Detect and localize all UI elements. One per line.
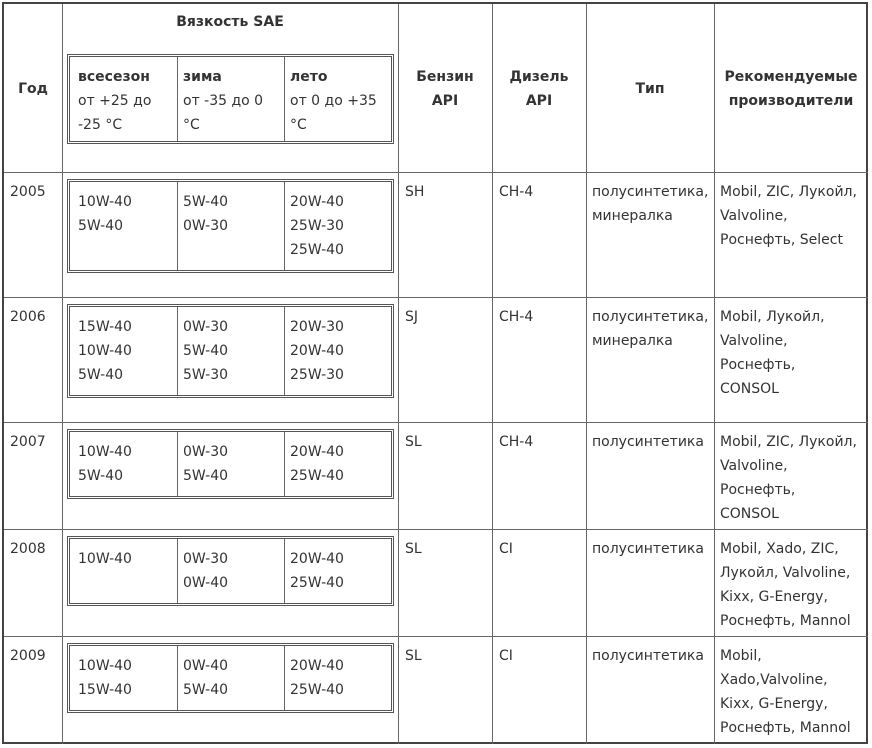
viscosity-subtable	[67, 536, 394, 606]
row-divider	[4, 422, 868, 423]
cell-winter: 5W-40	[183, 682, 229, 698]
subtable-divider	[284, 432, 285, 496]
cell-all-season: 5W-40	[78, 468, 124, 484]
subtable-divider	[177, 646, 178, 710]
cell-makers: Роснефть,	[720, 482, 796, 498]
cell-type: полусинтетика,	[592, 184, 709, 200]
cell-winter: 0W-40	[183, 575, 229, 591]
cell-petrol-api: SL	[405, 541, 422, 557]
cell-type: минералка	[592, 208, 673, 224]
row-divider	[4, 172, 868, 173]
row-divider	[4, 636, 868, 637]
subtable-divider	[177, 432, 178, 496]
viscosity-subtable	[67, 643, 394, 713]
cell-makers: Лукойл, Valvoline,	[720, 565, 851, 581]
subtable-divider	[177, 307, 178, 395]
cell-petrol-api: SL	[405, 648, 422, 664]
cell-winter: 5W-30	[183, 367, 229, 383]
cell-makers: Kixx, G-Energy,	[720, 589, 828, 605]
cell-all-season: 5W-40	[78, 367, 124, 383]
cell-year: 2009	[10, 648, 46, 664]
cell-year: 2007	[10, 434, 46, 450]
row-divider	[4, 297, 868, 298]
cell-all-season: 10W-40	[78, 194, 132, 210]
cell-type: полусинтетика	[592, 541, 704, 557]
cell-summer: 20W-40	[290, 551, 344, 567]
cell-winter: 0W-40	[183, 658, 229, 674]
cell-all-season: 10W-40	[78, 444, 132, 460]
subtable-divider	[284, 182, 285, 270]
cell-type: полусинтетика,	[592, 309, 709, 325]
cell-petrol-api: SH	[405, 184, 425, 200]
subtable-divider	[177, 182, 178, 270]
header-summer: лето	[290, 69, 328, 85]
cell-makers: Mobil, ZIC, Лукойл,	[720, 434, 857, 450]
viscosity-subtable	[67, 179, 394, 273]
cell-winter: 0W-30	[183, 444, 229, 460]
cell-petrol-api: SL	[405, 434, 422, 450]
viscosity-subtable	[67, 304, 394, 398]
cell-summer: 20W-30	[290, 319, 344, 335]
cell-makers: Роснефть, Mannol	[720, 720, 851, 736]
cell-summer: 20W-40	[290, 194, 344, 210]
header-diesel: Дизель	[509, 69, 569, 85]
cell-makers: Xado,Valvoline,	[720, 672, 828, 688]
cell-makers: Valvoline,	[720, 333, 788, 349]
cell-summer: 25W-30	[290, 367, 344, 383]
header-makers: Рекомендуемые	[724, 69, 858, 85]
header-winter: зима	[183, 69, 222, 85]
cell-year: 2006	[10, 309, 46, 325]
subtable-divider	[284, 646, 285, 710]
cell-makers: CONSOL	[720, 381, 779, 397]
header-petrol: API	[431, 93, 459, 109]
cell-makers: Mobil,	[720, 648, 762, 664]
header-all-season-range: -25 °С	[78, 117, 123, 133]
subtable-divider	[284, 539, 285, 603]
col-divider	[398, 4, 399, 744]
cell-makers: CONSOL	[720, 506, 779, 522]
cell-all-season: 15W-40	[78, 682, 132, 698]
header-winter-range: от -35 до 0	[183, 93, 264, 109]
viscosity-subtable-header	[67, 54, 394, 144]
cell-makers: Роснефть, Mannol	[720, 613, 851, 629]
header-diesel: API	[525, 93, 553, 109]
cell-winter: 0W-30	[183, 218, 229, 234]
cell-diesel-api: CH-4	[499, 434, 534, 450]
viscosity-subtable	[67, 429, 394, 499]
cell-all-season: 15W-40	[78, 319, 132, 335]
col-divider	[62, 4, 63, 744]
cell-makers: Valvoline,	[720, 208, 788, 224]
cell-type: полусинтетика	[592, 434, 704, 450]
cell-type: полусинтетика	[592, 648, 704, 664]
row-divider	[4, 529, 868, 530]
cell-makers: Роснефть, Select	[720, 232, 843, 248]
header-summer-range: от 0 до +35	[290, 93, 377, 109]
header-summer-range: °С	[290, 117, 307, 133]
header-type: Тип	[635, 81, 665, 97]
cell-summer: 20W-40	[290, 343, 344, 359]
cell-makers: Kixx, G-Energy,	[720, 696, 828, 712]
cell-diesel-api: CI	[499, 541, 513, 557]
cell-summer: 25W-30	[290, 218, 344, 234]
cell-winter: 5W-40	[183, 194, 229, 210]
cell-year: 2005	[10, 184, 46, 200]
cell-makers: Роснефть,	[720, 357, 796, 373]
cell-summer: 25W-40	[290, 682, 344, 698]
header-all-season: всесезон	[78, 69, 150, 85]
col-divider	[586, 4, 587, 744]
cell-all-season: 10W-40	[78, 658, 132, 674]
cell-summer: 25W-40	[290, 575, 344, 591]
header-all-season-range: от +25 до	[78, 93, 152, 109]
cell-winter: 0W-30	[183, 551, 229, 567]
cell-summer: 20W-40	[290, 444, 344, 460]
col-divider	[492, 4, 493, 744]
subtable-divider	[284, 307, 285, 395]
cell-diesel-api: CH-4	[499, 184, 534, 200]
cell-winter: 0W-30	[183, 319, 229, 335]
cell-year: 2008	[10, 541, 46, 557]
header-winter-range: °С	[183, 117, 200, 133]
col-divider	[714, 4, 715, 744]
cell-petrol-api: SJ	[405, 309, 419, 325]
cell-diesel-api: CI	[499, 648, 513, 664]
cell-winter: 5W-40	[183, 343, 229, 359]
cell-summer: 20W-40	[290, 658, 344, 674]
cell-makers: Mobil, ZIC, Лукойл,	[720, 184, 857, 200]
header-viscosity: Вязкость SAE	[176, 14, 284, 30]
cell-makers: Valvoline,	[720, 458, 788, 474]
cell-all-season: 10W-40	[78, 343, 132, 359]
cell-type: минералка	[592, 333, 673, 349]
cell-all-season: 10W-40	[78, 551, 132, 567]
header-petrol: Бензин	[416, 69, 474, 85]
cell-summer: 25W-40	[290, 468, 344, 484]
cell-summer: 25W-40	[290, 242, 344, 258]
cell-all-season: 5W-40	[78, 218, 124, 234]
header-makers: производители	[728, 93, 854, 109]
cell-makers: Mobil, Xado, ZIC,	[720, 541, 839, 557]
cell-winter: 5W-40	[183, 468, 229, 484]
cell-diesel-api: CH-4	[499, 309, 534, 325]
header-year: Год	[18, 81, 48, 97]
cell-makers: Mobil, Лукойл,	[720, 309, 825, 325]
subtable-divider	[177, 539, 178, 603]
